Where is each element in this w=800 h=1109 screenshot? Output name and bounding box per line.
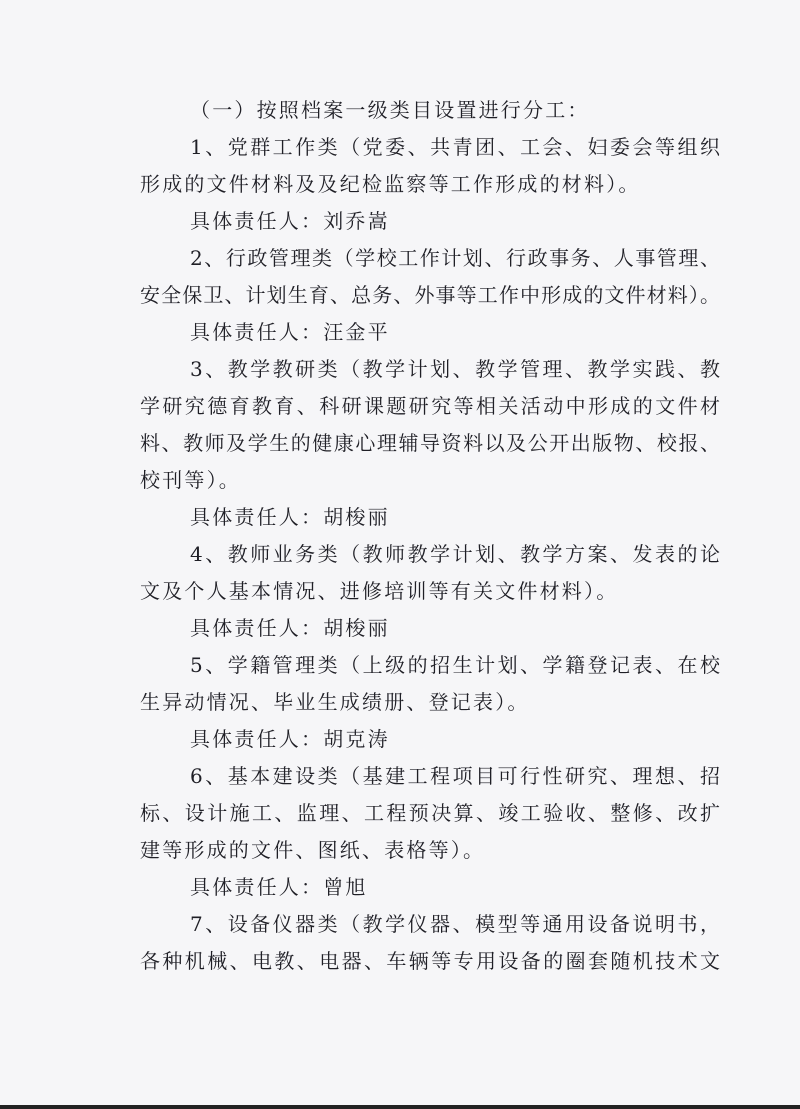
responsible-person-line: 具体责任人：曾旭 (190, 875, 368, 899)
responsible-person-line: 具体责任人：刘乔嵩 (190, 209, 390, 233)
responsible-person-line: 具体责任人：胡梭丽 (190, 505, 390, 529)
paragraph-line: 生异动情况、毕业生成绩册、登记表）。 (140, 690, 530, 714)
paragraph-line: 3、教学教研类（教学计划、教学管理、教学实践、教 (190, 357, 720, 381)
paragraph-line: 学研究德育教育、科研课题研究等相关活动中形成的文件材 (140, 394, 720, 418)
paragraph-line: 各种机械、电教、电器、车辆等专用设备的圈套随机技术文 (140, 949, 720, 973)
paragraph-line: 文及个人基本情况、进修培训等有关文件材料）。 (140, 579, 619, 603)
paragraph-line: 形成的文件材料及及纪检监察等工作形成的材料）。 (140, 172, 641, 196)
responsible-person-line: 具体责任人：汪金平 (190, 320, 390, 344)
paragraph-line: 1、党群工作类（党委、共青团、工会、妇委会等组织 (190, 135, 720, 159)
section-heading: （一）按照档案一级类目设置进行分工： (190, 98, 590, 122)
paragraph-line: 5、学籍管理类（上级的招生计划、学籍登记表、在校 (190, 653, 720, 677)
paragraph-line: 标、设计施工、监理、工程预决算、竣工验收、整修、改扩 (140, 801, 720, 825)
document-body (140, 92, 720, 980)
paragraph-line: 2、行政管理类（学校工作计划、行政事务、人事管理、 (190, 246, 720, 270)
paragraph-line: 6、基本建设类（基建工程项目可行性研究、理想、招 (190, 764, 720, 788)
paragraph-line: 料、教师及学生的健康心理辅导资料以及公开出版物、校报、 (140, 431, 720, 455)
page-bottom-edge (0, 1105, 800, 1109)
paragraph-line: 校刊等）。 (140, 468, 241, 492)
paragraph-line: 安全保卫、计划生育、总务、外事等工作中形成的文件材料）。 (140, 283, 720, 307)
paragraph-line: 建等形成的文件、图纸、表格等）。 (140, 838, 486, 862)
paragraph-line: 4、教师业务类（教师教学计划、教学方案、发表的论 (190, 542, 720, 566)
paragraph-line: 7、设备仪器类（教学仪器、模型等通用设备说明书， (190, 912, 720, 936)
responsible-person-line: 具体责任人：胡梭丽 (190, 616, 390, 640)
responsible-person-line: 具体责任人：胡克涛 (190, 727, 390, 751)
